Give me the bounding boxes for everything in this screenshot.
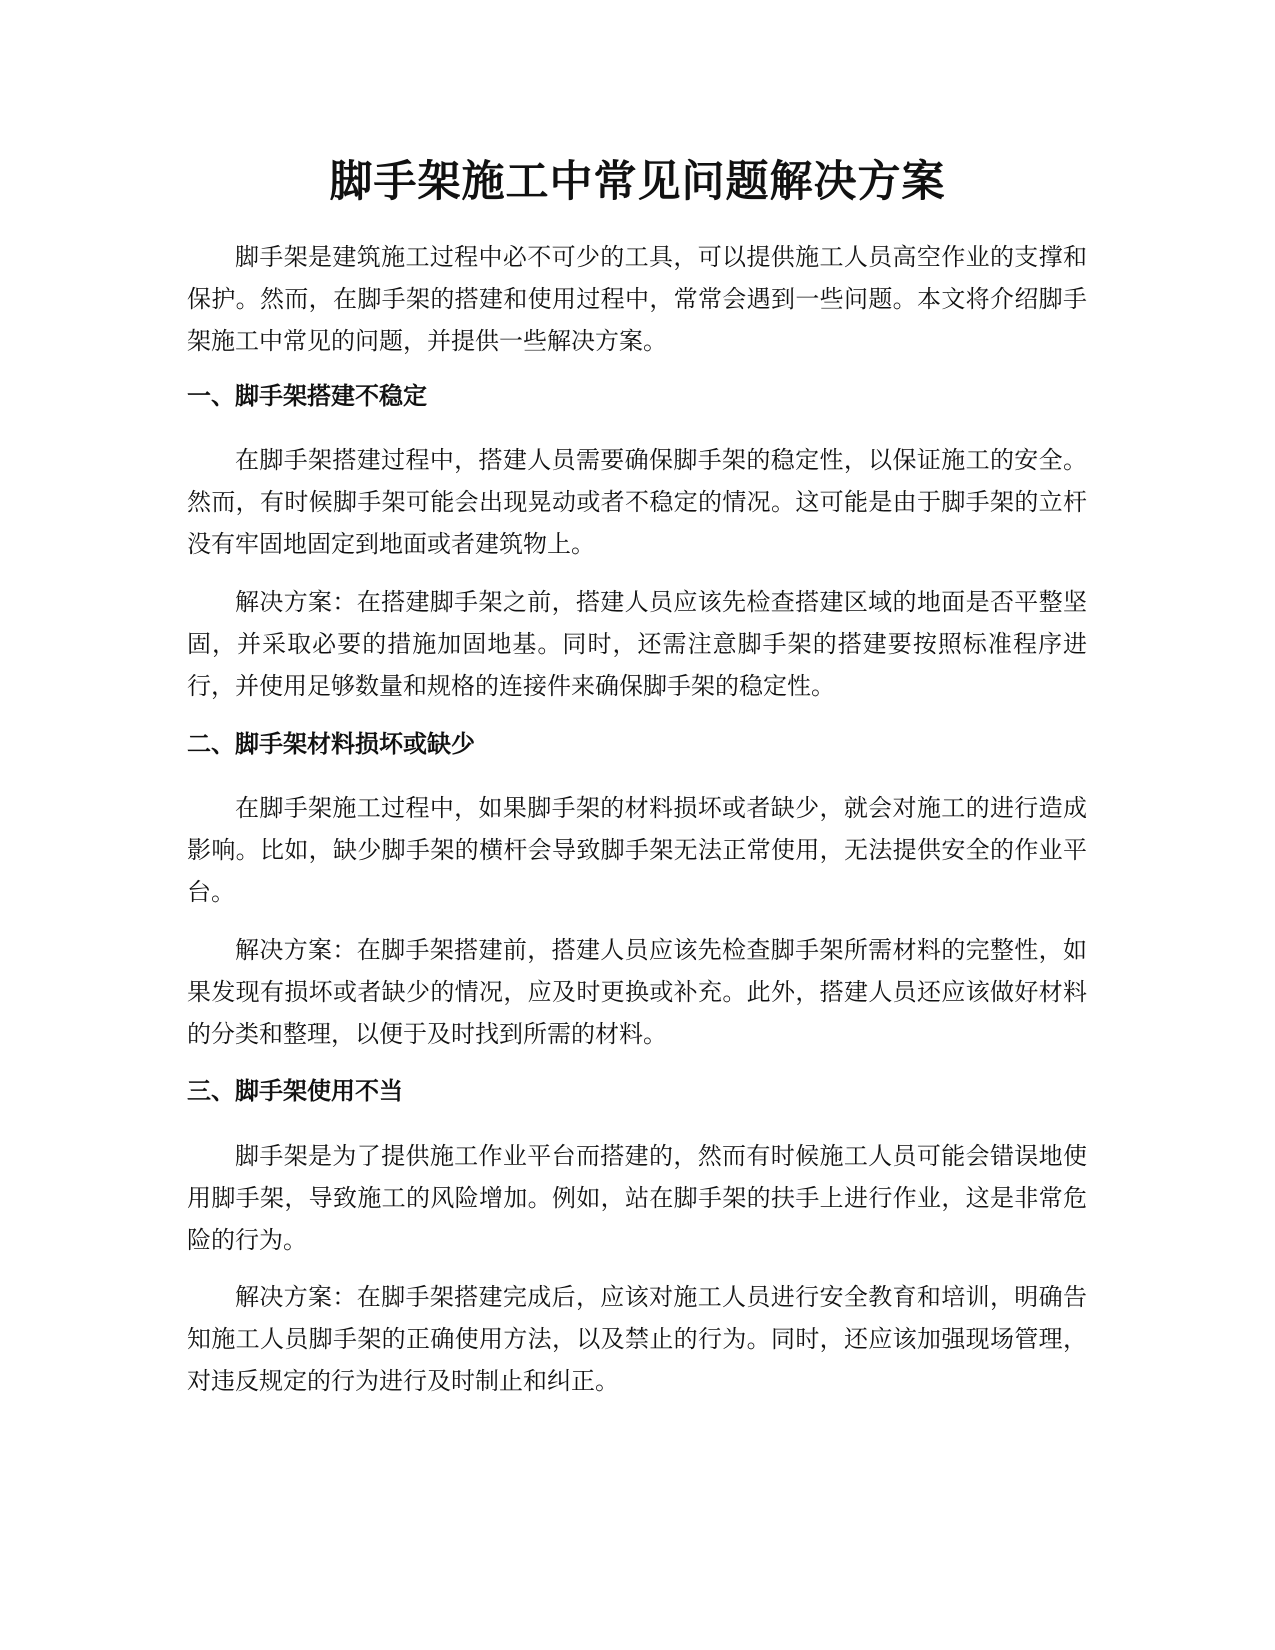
section-heading-2: 二、脚手架材料损坏或缺少 [187, 730, 475, 758]
intro-paragraph: 脚手架是建筑施工过程中必不可少的工具，可以提供施工人员高空作业的支撑和保护。然而，在脚手架的搭建和使用过程中，常常会遇到一些问题。本文将介绍脚手架施工中常见的问题，并提供一些解决方案。 [187, 243, 1087, 355]
section-heading-3: 三、脚手架使用不当 [187, 1077, 403, 1105]
section-1-problem-paragraph: 在脚手架搭建过程中，搭建人员需要确保脚手架的稳定性，以保证施工的安全。然而，有时候脚手架可能会出现晃动或者不稳定的情况。这可能是由于脚手架的立杆没有牢固地固定到地面或者建筑物上。 [187, 446, 1087, 558]
section-3-solution-paragraph: 解决方案：在脚手架搭建完成后，应该对施工人员进行安全教育和培训，明确告知施工人员脚手架的正确使用方法，以及禁止的行为。同时，还应该加强现场管理，对违反规定的行为进行及时制止和纠正。 [187, 1283, 1087, 1395]
section-1-solution-paragraph: 解决方案：在搭建脚手架之前，搭建人员应该先检查搭建区域的地面是否平整坚固，并采取必要的措施加固地基。同时，还需注意脚手架的搭建要按照标准程序进行，并使用足够数量和规格的连接件来确保脚手架的稳定性。 [187, 588, 1087, 700]
section-3-problem-paragraph: 脚手架是为了提供施工作业平台而搭建的，然而有时候施工人员可能会错误地使用脚手架，导致施工的风险增加。例如，站在脚手架的扶手上进行作业，这是非常危险的行为。 [187, 1142, 1087, 1254]
section-2-problem-paragraph: 在脚手架施工过程中，如果脚手架的材料损坏或者缺少，就会对施工的进行造成影响。比如，缺少脚手架的横杆会导致脚手架无法正常使用，无法提供安全的作业平台。 [187, 794, 1087, 906]
document-title: 脚手架施工中常见问题解决方案 [329, 157, 946, 207]
section-heading-1: 一、脚手架搭建不稳定 [187, 382, 427, 410]
section-2-solution-paragraph: 解决方案：在脚手架搭建前，搭建人员应该先检查脚手架所需材料的完整性，如果发现有损坏或者缺少的情况，应及时更换或补充。此外，搭建人员还应该做好材料的分类和整理，以便于及时找到所需的材料。 [187, 936, 1087, 1048]
